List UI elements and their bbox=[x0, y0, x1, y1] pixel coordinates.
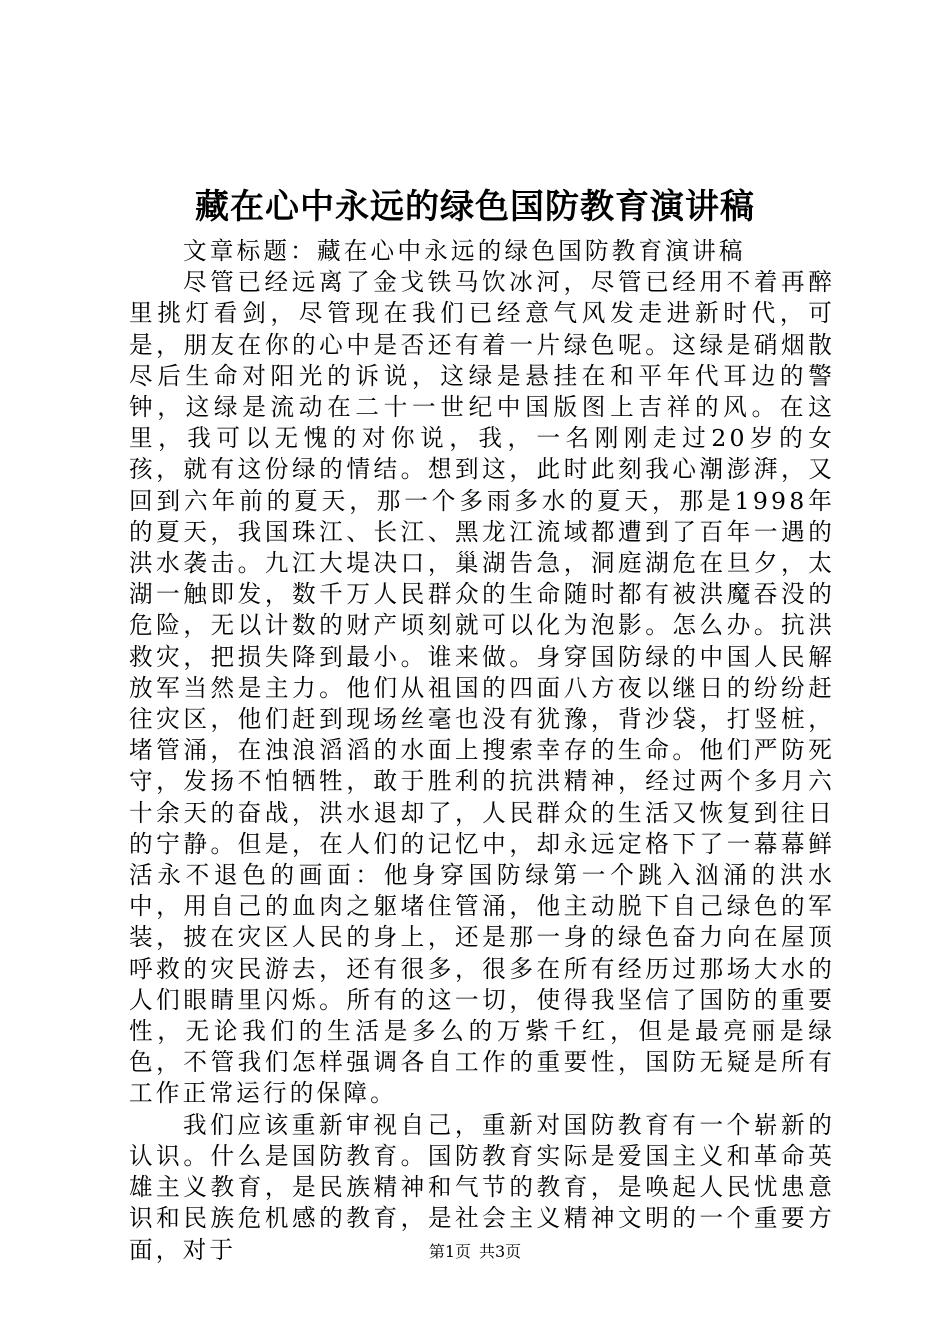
document-title: 藏在心中永远的绿色国防教育演讲稿 bbox=[195, 187, 755, 227]
page-total: 共3页 bbox=[479, 1242, 522, 1261]
document-body bbox=[129, 236, 835, 1266]
paragraph-2: 我们应该重新审视自己，重新对国防教育有一个崭新的认识。什么是国防教育。国防教育实际是爱国主义和革命英雄主义教育，是民族精神和气节的教育，是唤起人民忧患意识和民族危机感的教育，是社会主义精神文明的一个重要方面，对于 bbox=[129, 1110, 835, 1264]
paragraph-article-title: 文章标题：藏在心中永远的绿色国防教育演讲稿 bbox=[183, 237, 746, 265]
paragraph-1: 尽管已经远离了金戈铁马饮冰河，尽管已经用不着再醉里挑灯看剑，尽管现在我们已经意气风发走进新时代，可是，朋友在你的心中是否还有着一片绿色呢。这绿是硝烟散尽后生命对阳光的诉说，这绿是悬挂在和平年代耳边的警钟，这绿是流动在二十一世纪中国版图上吉祥的风。在这里，我可以无愧的对你说，我，一名刚刚走过20岁的女孩，就有这份绿的情结。想到这，此时此刻我心潮澎湃，又回到六年前的夏天，那一个多雨多水的夏天，那是1998年的夏天，我国珠江、长江、黑龙江流域都遭到了百年一遇的洪水袭击。九江大堤决口，巢湖告急，洞庭湖危在旦夕，太湖一触即发，数千万人民群众的生命随时都有被洪魔吞没的危险，无以计数的财产顷刻就可以化为泡影。怎么办。抗洪救灾，把损失降到最小。谁来做。身穿国防绿的中国人民解放军当然是主力。他们从祖国的四面八方夜以继日的纷纷赶往灾区，他们赶到现场丝毫也没有犹豫，背沙袋，打竖桩，堵管涌，在浊浪滔滔的水面上搜索幸存的生命。他们严防死守，发扬不怕牺牲，敢于胜利的抗洪精神，经过两个多月六十余天的奋战，洪水退却了，人民群众的生活又恢复到往日的宁静。但是，在人们的记忆中，却永远定格下了一幕幕鲜活永不退色的画面：他身穿国防绿第一个跳入汹涌的洪水中，用自己的血肉之躯堵住管涌，他主动脱下自己绿色的军装，披在灾区人民的身上，还是那一身的绿色奋力向在屋顶呼救的灾民游去，还有很多，很多在所有经历过那场大水的人们眼睛里闪烁。所有的这一切，使得我坚信了国防的重要性，无论我们的生活是多么的万紫千红，但是最亮丽是绿色，不管我们怎样强调各自工作的重要性，国防无疑是所有工作正常运行的保障。 bbox=[129, 268, 835, 1108]
page-footer bbox=[0, 1241, 950, 1263]
page-number: 第1页 bbox=[428, 1242, 471, 1261]
